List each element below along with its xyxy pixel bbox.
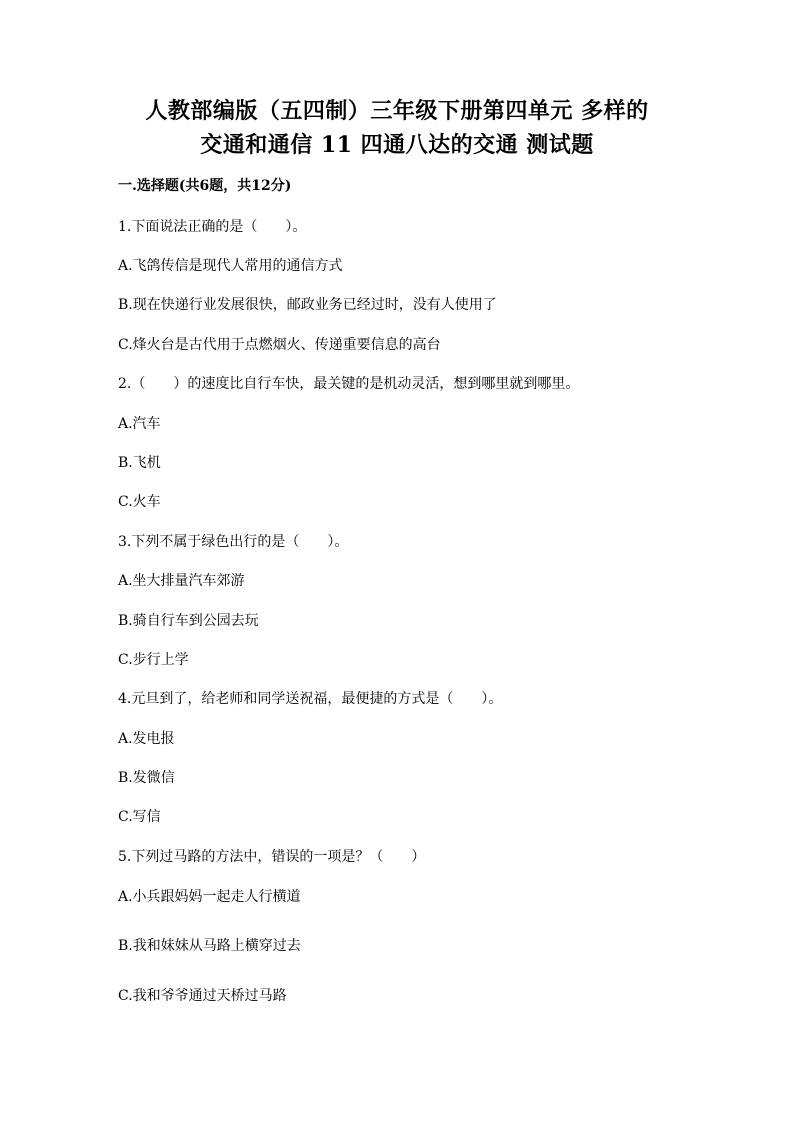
question-5-stem: 5.下列过马路的方法中，错误的一项是？（ ） bbox=[118, 849, 426, 865]
question-1-option-c: C.烽火台是古代用于点燃烟火、传递重要信息的高台 bbox=[118, 337, 441, 353]
question-4-option-a: A.发电报 bbox=[118, 731, 175, 747]
question-2-stem: 2.（ ）的速度比自行车快，最关键的是机动灵活，想到哪里就到哪里。 bbox=[118, 376, 580, 392]
question-2-option-b: B.飞机 bbox=[118, 455, 161, 471]
question-3-stem: 3.下列不属于绿色出行的是（ ）。 bbox=[118, 534, 349, 550]
question-2-option-a: A.汽车 bbox=[118, 416, 161, 432]
question-5-option-b: B.我和妹妹从马路上横穿过去 bbox=[118, 938, 301, 954]
section-header: 一.选择题(共6题，共12分) bbox=[118, 178, 292, 194]
question-2-option-c: C.火车 bbox=[118, 494, 161, 510]
question-1-option-a: A.飞鸽传信是现代人常用的通信方式 bbox=[118, 258, 343, 274]
question-3-option-a: A.坐大排量汽车郊游 bbox=[118, 573, 245, 589]
question-5-option-c: C.我和爷爷通过天桥过马路 bbox=[118, 988, 287, 1004]
question-4-option-c: C.写信 bbox=[118, 809, 161, 825]
question-1-option-b: B.现在快递行业发展很快，邮政业务已经过时，没有人使用了 bbox=[118, 297, 497, 313]
document-title-line-2: 交通和通信 11 四通八达的交通 测试题 bbox=[200, 132, 594, 158]
question-5-option-a: A.小兵跟妈妈一起走人行横道 bbox=[118, 889, 301, 905]
question-3-option-c: C.步行上学 bbox=[118, 652, 189, 668]
document-title-line-1: 人教部编版（五四制）三年级下册第四单元 多样的 bbox=[145, 98, 649, 124]
question-4-stem: 4.元旦到了，给老师和同学送祝福，最便捷的方式是（ ）。 bbox=[118, 691, 503, 707]
question-1-stem: 1.下面说法正确的是（ ）。 bbox=[118, 219, 307, 235]
question-3-option-b: B.骑自行车到公园去玩 bbox=[118, 613, 259, 629]
question-4-option-b: B.发微信 bbox=[118, 770, 175, 786]
